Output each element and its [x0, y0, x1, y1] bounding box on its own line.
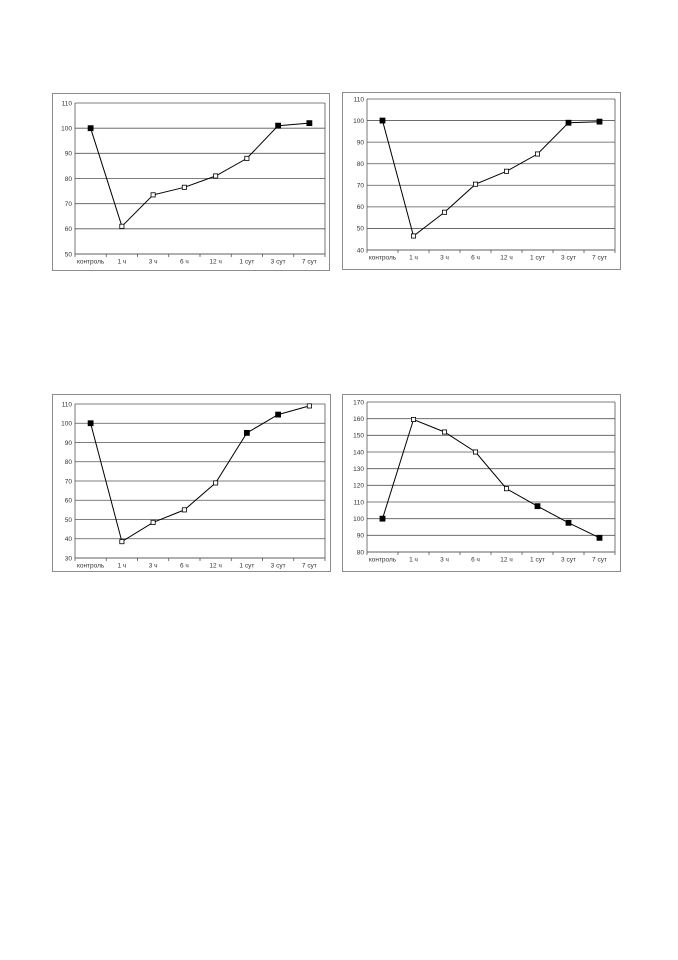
y-tick-label: 150: [353, 432, 364, 440]
data-point: [473, 182, 477, 186]
x-tick-label: 12 ч: [500, 556, 513, 564]
data-point: [535, 504, 540, 509]
data-point: [504, 487, 508, 491]
y-tick-label: 90: [356, 139, 364, 147]
data-point: [276, 123, 281, 128]
x-tick-label: 3 ч: [440, 556, 449, 564]
y-tick-label: 50: [356, 225, 364, 233]
data-point: [442, 430, 446, 434]
data-point: [473, 450, 477, 454]
chart-top-left: [52, 93, 330, 271]
x-tick-label: 1 сут: [530, 556, 545, 564]
x-tick-label: 3 сут: [270, 562, 286, 570]
x-tick-label: 12 ч: [209, 258, 222, 266]
y-tick-label: 70: [356, 182, 364, 190]
x-tick-label: 3 ч: [148, 562, 158, 570]
y-tick-label: 140: [353, 449, 364, 457]
y-tick-label: 100: [61, 420, 72, 428]
data-point: [380, 516, 385, 521]
y-tick-label: 100: [353, 117, 364, 125]
x-tick-label: 1 ч: [409, 254, 418, 262]
x-tick-label: контроль: [368, 556, 397, 564]
data-point: [566, 520, 571, 525]
data-point: [244, 430, 249, 435]
x-tick-label: 6 ч: [471, 254, 480, 262]
y-tick-label: 80: [356, 549, 364, 557]
data-point: [380, 118, 385, 123]
x-tick-label: 1 сут: [530, 254, 545, 262]
data-point: [535, 152, 539, 156]
data-point: [411, 417, 415, 421]
data-point: [597, 119, 602, 124]
y-tick-label: 60: [64, 226, 72, 234]
data-point: [214, 481, 218, 485]
data-point: [307, 404, 311, 408]
y-tick-label: 80: [64, 459, 72, 467]
x-tick-label: 6 ч: [179, 562, 189, 570]
chart-svg: [53, 94, 331, 272]
x-tick-label: 12 ч: [209, 562, 222, 570]
y-tick-label: 50: [64, 251, 72, 259]
series-line: [91, 123, 310, 226]
x-tick-label: 6 ч: [471, 556, 480, 564]
x-tick-label: контроль: [76, 562, 105, 570]
x-tick-label: 1 ч: [117, 562, 127, 570]
series-line: [383, 121, 600, 236]
y-tick-label: 30: [64, 555, 72, 563]
y-tick-label: 110: [353, 499, 364, 507]
x-tick-label: 1 ч: [117, 258, 127, 266]
y-tick-label: 110: [61, 401, 72, 409]
data-point: [120, 224, 124, 228]
data-point: [120, 540, 124, 544]
x-tick-label: 3 сут: [561, 556, 576, 564]
x-tick-label: 3 сут: [561, 254, 576, 262]
data-point: [566, 120, 571, 125]
y-tick-label: 80: [64, 175, 72, 183]
data-point: [245, 156, 249, 160]
y-tick-label: 130: [353, 465, 364, 473]
data-point: [276, 412, 281, 417]
y-tick-label: 60: [356, 204, 364, 212]
y-tick-label: 70: [64, 200, 72, 208]
x-tick-label: контроль: [368, 254, 397, 262]
y-tick-label: 50: [64, 516, 72, 524]
data-point: [88, 421, 93, 426]
x-tick-label: 1 сут: [239, 562, 255, 570]
y-tick-label: 100: [61, 125, 72, 133]
x-tick-label: 7 сут: [301, 258, 317, 266]
y-tick-label: 60: [64, 497, 72, 505]
data-point: [411, 234, 415, 238]
y-tick-label: 110: [353, 96, 364, 104]
chart-bottom-left: [52, 394, 331, 572]
y-tick-label: 90: [356, 532, 364, 540]
data-point: [151, 520, 155, 524]
x-tick-label: 6 ч: [179, 258, 189, 266]
chart-svg: [343, 395, 622, 573]
chart-bottom-right: [342, 394, 621, 572]
data-point: [442, 210, 446, 214]
data-point: [182, 508, 186, 512]
data-point: [214, 174, 218, 178]
y-tick-label: 70: [64, 478, 72, 486]
y-tick-label: 100: [353, 515, 364, 523]
x-tick-label: 3 сут: [270, 258, 286, 266]
y-tick-label: 80: [356, 161, 364, 169]
x-tick-label: 7 сут: [592, 254, 607, 262]
x-tick-label: 7 сут: [592, 556, 607, 564]
y-tick-label: 170: [353, 399, 364, 407]
data-point: [597, 535, 602, 540]
y-tick-label: 120: [353, 482, 364, 490]
y-tick-label: 160: [353, 415, 364, 423]
chart-svg: [53, 395, 332, 573]
series-line: [91, 406, 310, 542]
x-tick-label: 3 ч: [440, 254, 449, 262]
chart-top-right: [342, 92, 621, 270]
y-tick-label: 40: [356, 247, 364, 255]
y-tick-label: 90: [64, 150, 72, 158]
chart-svg: [343, 93, 622, 271]
x-tick-label: контроль: [76, 258, 105, 266]
data-point: [88, 126, 93, 131]
x-tick-label: 3 ч: [148, 258, 158, 266]
y-tick-label: 40: [64, 536, 72, 544]
y-tick-label: 90: [64, 439, 72, 447]
data-point: [504, 169, 508, 173]
data-point: [182, 185, 186, 189]
x-tick-label: 1 сут: [239, 258, 255, 266]
y-tick-label: 110: [61, 100, 72, 108]
data-point: [151, 193, 155, 197]
x-tick-label: 1 ч: [409, 556, 418, 564]
data-point: [307, 121, 312, 126]
x-tick-label: 7 сут: [301, 562, 317, 570]
x-tick-label: 12 ч: [500, 254, 513, 262]
